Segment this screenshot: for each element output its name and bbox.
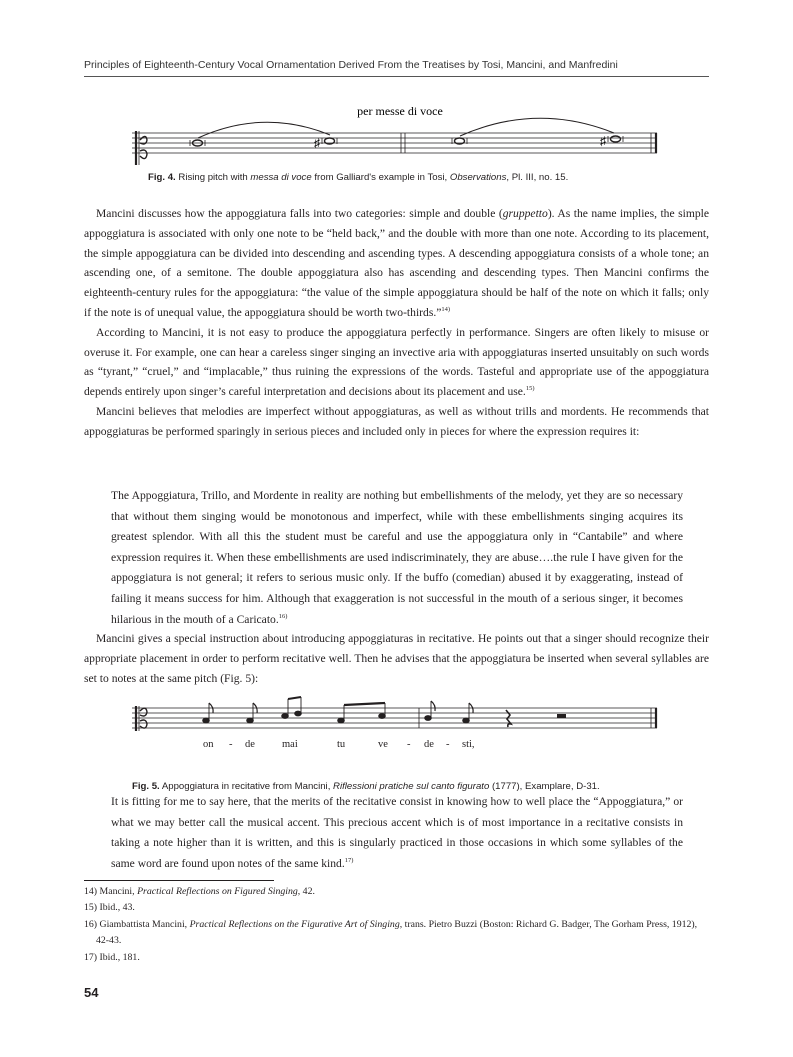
paragraph: Mancini gives a special instruction about introducing appoggiaturas in recitative. He points out that a singer should recognize their appropriate placement in order to perform recitative well. Then he advises that the appoggiatura be inserted when several syllables are set to notes at the same pitch (Fig. 5): <box>84 632 709 685</box>
lyric-hyphen: - <box>229 739 233 750</box>
footnote-ref: 14) <box>441 305 451 313</box>
staff-lines <box>132 133 657 153</box>
lyric-syllable: ve <box>378 739 388 750</box>
paragraph: Mancini believes that melodies are imperfect without appoggiaturas, as well as without trills and mordents. He recommends that appoggiaturas be performed sparingly in serious pieces and included only in pieces for where the expression requires it: <box>84 404 709 438</box>
footnote-ref: 15) <box>525 385 535 393</box>
block-quote-1 <box>111 486 683 630</box>
header-rule <box>84 76 709 77</box>
paragraph: Mancini discusses how the appoggiatura falls into two categories: simple and double (gruppetto). As the name implies, the simple appoggiatura is associated with only one note to be “held back,” and the double with more than one note. According to its placement, the simple appoggiatura can be divided into descending and ascending types. A descending appoggiatura consists of a whole tone; an ascending one, of a semitone. The double appoggiatura also has ascending and descending types. Then Mancini confirms the eighteenth-century rules for the appoggiatura: “the value of the simple appoggiatura should be half of the note on which it falls; only if the note is of unequal value, the appoggiatura should be worth two-thirds.”$^{14)}$ <box>84 207 709 319</box>
quote-text: The Appoggiatura, Trillo, and Mordente in reality are nothing but embellishments of the melody, yet they are so necessary that without them singing would be monotonous and imperfect, while with these embellishments singing acquires its greatest splendor. With all this the student must be careful and use the appoggiatura only in “Cantabile” and where expression requires it. When these embellishments are used indiscriminately, they are abuse….the rule I have given for the appoggiatura is not general; it refers to serious music only. If the buffo (comedian) abused it by exaggerating, instead of failing it means success for him. Although that exaggeration is not successful in the mouth of a serious singer, it becomes hilarious in the mouth of a Caricato.$^{16)}$ <box>111 489 683 626</box>
messa-di-voce-annotation: per messe di voce <box>357 104 443 118</box>
lyric-syllable: sti, <box>462 739 475 750</box>
figure-4-caption: Fig. 4. Rising pitch with messa di voce from Galliard's example in Tosi, Observations, Pl. III, no. 15. <box>148 172 569 183</box>
staff-lines <box>132 708 657 728</box>
lyric-syllable: tu <box>337 739 346 750</box>
running-header: Principles of Eighteenth-Century Vocal Ornamentation Derived From the Treatises by Tosi, Mancini, and Manfredini <box>84 59 618 71</box>
lyric-syllable: mai <box>282 739 298 750</box>
sharp-icon: ♯ <box>600 134 606 148</box>
figure-label: Fig. 5. <box>132 781 160 792</box>
footnote: 17) Ibid., 181. <box>84 951 140 963</box>
breve-note <box>608 136 623 142</box>
half-rest <box>557 714 566 718</box>
figure-5-caption: Fig. 5. Appoggiatura in recitative from Mancini, Riflessioni pratiche sul canto figurato (1777), Examplare, D-31. <box>132 781 600 792</box>
footnote-rule <box>84 880 274 881</box>
body-paragraphs-2 <box>84 629 709 688</box>
figure-5-score <box>132 690 662 770</box>
lyric-syllable: on <box>203 739 214 750</box>
quarter-rest <box>506 710 511 727</box>
lyric-syllable: de <box>424 739 434 750</box>
page-number: 54 <box>84 985 99 1000</box>
figure-label: Fig. 4. <box>148 172 176 183</box>
c-clef-icon <box>136 706 147 731</box>
lyric-hyphen: - <box>407 739 411 750</box>
sharp-icon: ♯ <box>314 136 320 150</box>
footnote: 15) Ibid., 43. <box>84 902 135 914</box>
body-paragraphs-1 <box>84 204 709 442</box>
footnote: 14) Mancini, Practical Reflections on Figured Singing, 42. <box>84 886 315 897</box>
slur <box>198 122 330 138</box>
figure-4-score <box>132 100 662 170</box>
lyric-hyphen: - <box>446 739 450 750</box>
paragraph: According to Mancini, it is not easy to produce the appoggiatura perfectly in performance. Singers are often likely to misuse or overuse it. For example, one can hear a careless singer singing an invective aria with appoggiaturas inserted unsuitably on such words as “tyrant,” “cruel,” and “implacable,” thus ruining the expressions of the words. Tasteful and appropriate use of the appoggiatura depends entirely upon singer’s careful interpretation and decisions about its placement and use.$^{15)}$ <box>84 325 709 399</box>
eighth-note <box>425 701 435 720</box>
quote-text: It is fitting for me to say here, that the merits of the recitative consist in knowing how to well place the “Appoggiatura,” or what we may better call the musical accent. This precious accent which is of most importance in a recitative consists in taking a note higher than it is written, and this is singularly practiced in those occasions in which some syllables of the same word are found upon notes of the same kind.$^{17)}$ <box>111 795 683 870</box>
footnote-ref: 17) <box>344 856 354 864</box>
lyric-syllable: de <box>245 739 255 750</box>
footnote: 16) Giambattista Mancini, Practical Reflections on the Figurative Art of Singing, trans. Pietro Buzzi (Boston: Richard G. Badger, The Gorham Press, 1912), 42-43. <box>84 918 698 947</box>
footnotes <box>84 884 709 966</box>
lyrics <box>203 739 475 750</box>
block-quote-2 <box>111 792 683 874</box>
footnote-ref: 16) <box>278 612 288 620</box>
